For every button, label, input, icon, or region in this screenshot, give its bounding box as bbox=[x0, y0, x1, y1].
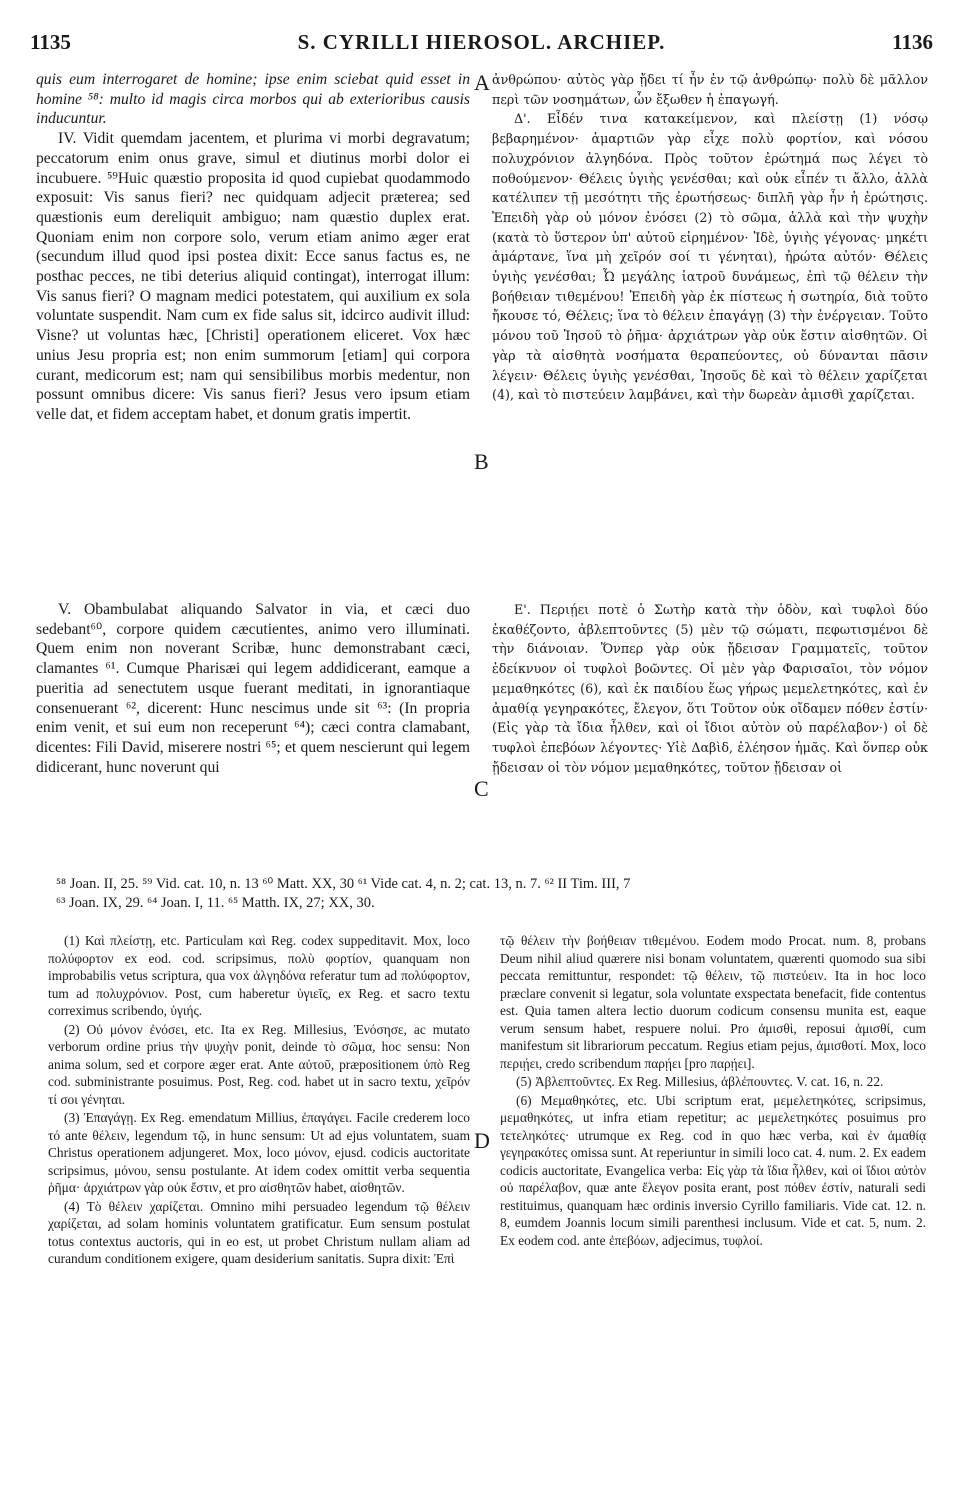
section-marker-d: D bbox=[474, 1128, 490, 1153]
page-number-left: 1135 bbox=[30, 30, 71, 54]
footnote-3: (3) Ἐπαγάγῃ. Ex Reg. emendatum Millius, ἐπαγάγει. Facile crederem loco τό ante θέλειν, legendum τῷ, in hunc sensum: Ut ad ejus voluntatem, suam Christus operationem adjungeret. Mox, loco μόνον, ejusd. codicis auctoritate scripsimus, μόνου, sensu postulante. At idem codex omittit verba sequentia ῥῆμα· ἀρχιάτρων γὰρ οὐκ ἔστιν, et pro αἰσθητῶν habet, αἰσθητῶν. bbox=[48, 1110, 470, 1195]
page-number-right: 1136 bbox=[892, 30, 933, 54]
greek-paragraph-1: ἀνθρώπου· αὐτὸς γὰρ ᾔδει τί ἦν ἐν τῷ ἀνθρώπῳ· πολὺ δὲ μᾶλλον περὶ τῶν νοσημάτων, ὧν ἔξωθεν ἡ ἐπαγωγή. bbox=[492, 72, 928, 107]
greek-paragraph-3: Ε'. Περιῄει ποτὲ ὁ Σωτὴρ κατὰ τὴν ὁδὸν, καὶ τυφλοὶ δύο ἐκαθέζοντο, ἀβλεπτοῦντες (5) μὲν τῷ σώματι, πεφωτισμένοι δὲ τὴν διάνοιαν. Ὅνπερ γὰρ οὐκ ᾔδεισαν Γραμματεῖς, τοῦτον ἐδείκνυον οἱ τυφλοὶ βοῶντες. Οἱ μὲν γὰρ Φαρισαῖοι, τὸν νόμον μεμαθηκότες (6), καὶ ἐκ παιδίου ἕως γήρως μεμελετηκότες, καὶ ἐν ἀμαθίᾳ γεγηρακότες, ἔλεγον, ὅτι Τοῦτον οὐκ οἴδαμεν πόθεν ἐστίν· (Εἰς γὰρ τὰ ἴδια ἦλθεν, καὶ οἱ ἴδιοι αὐτὸν οὐ παρέλαβον·) οἱ δὲ τυφλοὶ ἐπεβόων λέγοντες· Υἱὲ Δαβὶδ, ἐλέησον ἡμᾶς. Καὶ ὅνπερ οὐκ ᾔδεισαν οἱ τὸν νόμον μεμαθηκότες, τοῦτον ᾔδεισαν οἱ bbox=[492, 602, 928, 775]
section-marker-a: A bbox=[474, 70, 490, 95]
latin-paragraph-2: IV. Vidit quemdam jacentem, et plurima vi morbi degravatum; peccatorum enim onus grave, simul et diutinus morbi dolor ei incubuere. ⁵⁹Huic quæstio proposita id quod cupiebat quodammodo exposuit: Vis sanus fieri? nec quidquam adjecit præterea; sed quæstionis eum dereliquit ambiguo; nam quæstio duplex erat. Quoniam enim non corpore solo, verum etiam animo æger erat (secundum illud quod ipsi postea dixit: Ecce sanus factus es, ne posthac pecces, ne tibi deterius aliquid contingat), interrogat illum: Vis sanus fieri? O magnam medici potestatem, qui auxilium ex sola voluntate suspendit. Nam cum ex fide salus sit, idcirco audivit illud: Visne? ut voluntas hæc, [Christi] operationem eliceret. Vox hæc unius Jesu propria est; non enim summorum [etiam] qui corpora curant, medicorum est; nam qui sensibilibus morbis medentur, non possunt omnibus dicere: Vis sanus fieri? Jesus vero ipsum etiam velle dat, et fidem acceptam habet, et donum gratis impertit. bbox=[36, 130, 470, 423]
footnote-6: (6) Μεμαθηκότες, etc. Ubi scriptum erat, μεμελετηκότες, scripsimus, μεμαθηκότες, ut infra etiam repetitur; ac μεμελετηκότες posuimus pro τετεληκότες· utrumque ex Reg. cod in quo hæc verba, καὶ ἐν ἀμαθίᾳ γεγηρακότες omissa sunt. At reperiuntur in simili loco cat. 4. num. 2. Ex eadem codicis auctoritate, Evangelica verba: Εἰς γὰρ τὰ ἴδια ἦλθεν, καὶ οἱ ἴδιοι αὐτὸν οὐ παρέλαβον, quæ ante ἔλεγον posita erant, post πόθεν ἐστίν, naturali sedi restituimus, quanquam hæc ordinis inversio Cyrillo familiaris. Vide cat. 12. n. 8, eumdem Joannis locum simili parenthesi inclusum. Vide et cat. 5, num. 2. Ex eodem cod. ante ἐπεβόων, adjecimus, τυφλοί. bbox=[500, 1092, 926, 1248]
reference-line-1: ⁵⁸ Joan. II, 25. ⁵⁹ Vid. cat. 10, n. 13 ⁶⁰ Matt. XX, 30 ⁶¹ Vide cat. 4, n. 2; cat. 13, n. 7. ⁶² II Tim. III, 7 bbox=[56, 876, 631, 892]
greek-column-top bbox=[492, 70, 928, 405]
running-title: S. CYRILLI HIEROSOL. ARCHIEP. bbox=[297, 30, 666, 54]
page-header bbox=[30, 30, 933, 60]
footnotes-right bbox=[500, 932, 926, 1250]
greek-paragraph-2: Δ'. Εἶδέν τινα κατακείμενον, καὶ πλείστῃ (1) νόσῳ βεβαρημένον· ἁμαρτιῶν γὰρ εἶχε πολὺ φορτίον, καὶ νόσου πολυχρόνιον ἀλγηδόνα. Πρὸς τοῦτον ἐρώτημά πως λέγει τὸ ποθούμενον· Θέλεις ὑγιὴς γενέσθαι; καὶ οὐκ εἶπέν τι ἄλλο, ἀλλὰ κατέλιπεν τῇ μεσότητι τῆς ἐρωτήσεως· διπλῆ γὰρ ἦν ἡ ἐρώτησις. Ἐπειδὴ γὰρ οὐ μόνον ἐνόσει (2) τὸ σῶμα, ἀλλὰ καὶ τὴν ψυχὴν (κατὰ τὸ ὕστερον ὑπ' αὐτοῦ εἰρημένον· Ἰδὲ, ὑγιὴς γέγονας· μηκέτι ἁμάρτανε, ἵνα μὴ χεῖρόν σοί τι γένηται), ἠρώτα αὐτόν· Θέλεις ὑγιὴς γενέσθαι; Ὦ μεγάλης ἰατροῦ δυνάμεως, ἐπὶ τῷ θέλειν τὴν βοήθειαν τιθεμένου! Ἐπειδὴ γὰρ ἐκ πίστεως ἡ σωτηρία, διὰ τοῦτο ἤκουσε τό, Θέλεις; ἵνα τὸ θέλειν ἐπαγάγῃ (3) τὴν ἐνέργειαν. Τοῦτο μόνου τοῦ Ἰησοῦ τὸ ῥῆμα· ἀρχιάτρων γὰρ οὐκ ἔστιν αἰσθητῶν. Οἱ γὰρ τὰ αἰσθητὰ νοσήματα θεραπεύοντες, οὐ δύνανται πᾶσιν λέγειν· Θέλεις ὑγιὴς γενέσθαι, Ἰησοῦς δὲ καὶ τὸ θέλειν χαρίζεται (4), καὶ τὸ πιστεύειν λαμβάνει, καὶ τὴν δωρεὰν ἀμισθὶ χαρίζεται. bbox=[492, 111, 928, 403]
footnotes-left bbox=[48, 932, 470, 1269]
section-marker-b: B bbox=[474, 449, 489, 474]
footnote-4: (4) Τὸ θέλειν χαρίζεται. Omnino mihi persuadeo legendum τῷ θέλειν χαρίζεται, ad solam hominis voluntatem gratificatur. Eum sensum postulat totus contextus auctoris, qui in eo est, ut probet Christum nullam aliam ad curandum conditionem exigere, quam desiderium sanitatis. Supra dixit: Ἐπὶ bbox=[48, 1198, 470, 1266]
latin-column-top bbox=[36, 70, 470, 425]
footnote-4-continued: τῷ θέλειν τὴν βοήθειαν τιθεμένου. Eodem modo Procat. num. 8, probans Deum nihil aliud quærere nisi bonam voluntatem, quærenti quomodo sua sibi peccata remittuntur, respondet: τῷ θέλειν, τῷ πιστεύειν. Ita in hoc loco præclare convenit si legatur, sola voluntate exspectata benefacit, fide contentus est. Quia tamen altera lectio duorum codicum consensu munita est, eaque verum sensum habet, respuere nolui. Pro ἀμισθὶ, reposui ἀμισθί, cum manifestum sit librariorum peccatum. Regius etiam pejus, ἀμισθοτί. Mox, loco περιῄει, credo scribendum παρῄει [pro παρῄει]. bbox=[500, 933, 926, 1071]
reference-line-2: ⁶³ Joan. IX, 29. ⁶⁴ Joan. I, 11. ⁶⁵ Matth. IX, 27; XX, 30. bbox=[56, 895, 375, 911]
footnote-2: (2) Οὐ μόνον ἐνόσει, etc. Ita ex Reg. Millesius, Ἐνόσησε, ac mutato verborum ordine prius τὴν ψυχὴν ponit, deinde τὸ σῶμα, hoc sensu: Non anima solum, sed et corpore æger erat. Ante αὐτοῦ, præpositionem ὑπὸ Reg cod. subministrante posuimus. Post, Reg. cod. habet ut in sacro textu, χεῖρόν τί σοι γένηται. bbox=[48, 1021, 470, 1107]
footnote-1: (1) Καὶ πλείστῃ, etc. Particulam καὶ Reg. codex suppeditavit. Mox, loco πολύφορτον ex eod. cod. scripsimus, πολὺ φορτίον, quanquam non improbabilis vetus scriptura, qua vox ἀλγηδόνα referatur tum ad πολύφορτον, tum ad πολυχρόνιον. Post, cum haberetur ὑγιεῖς, ex Reg. et sacro textu correximus scribendo, ὑγιής. bbox=[48, 933, 470, 1018]
footnote-5: (5) Ἀβλεπτοῦντες. Ex Reg. Millesius, ἀβλέπουντες. V. cat. 16, n. 22. bbox=[516, 1074, 884, 1089]
greek-column-bottom bbox=[492, 600, 928, 777]
section-marker-c: C bbox=[474, 776, 489, 801]
latin-paragraph-1: quis eum interrogaret de homine; ipse enim sciebat quid esset in homine ⁵⁸: multo id magis circa morbos qui ab exterioribus causis inducuntur. bbox=[36, 71, 470, 128]
latin-paragraph-3: V. Obambulabat aliquando Salvator in via, et cæci duo sedebant⁶⁰, corpore quidem cæcutientes, animo vero illuminati. Quem enim non noverant Scribæ, hunc demonstrabant cæci, clamantes ⁶¹. Cumque Pharisæi qui legem addidicerant, eamque a pueritia ad senectutem usque fuerant meditati, in ignorantiaque consenuerant ⁶², dicerent: Hunc nescimus unde sit ⁶³: (In propria enim venit, et sui eum non receperunt ⁶⁴); cæci contra clamabant, dicentes: Fili David, miserere nostri ⁶⁵; et quem nescierunt qui legem didicerant, hunc noverunt qui bbox=[36, 601, 470, 776]
scripture-references bbox=[36, 875, 936, 913]
latin-column-bottom bbox=[36, 600, 470, 777]
